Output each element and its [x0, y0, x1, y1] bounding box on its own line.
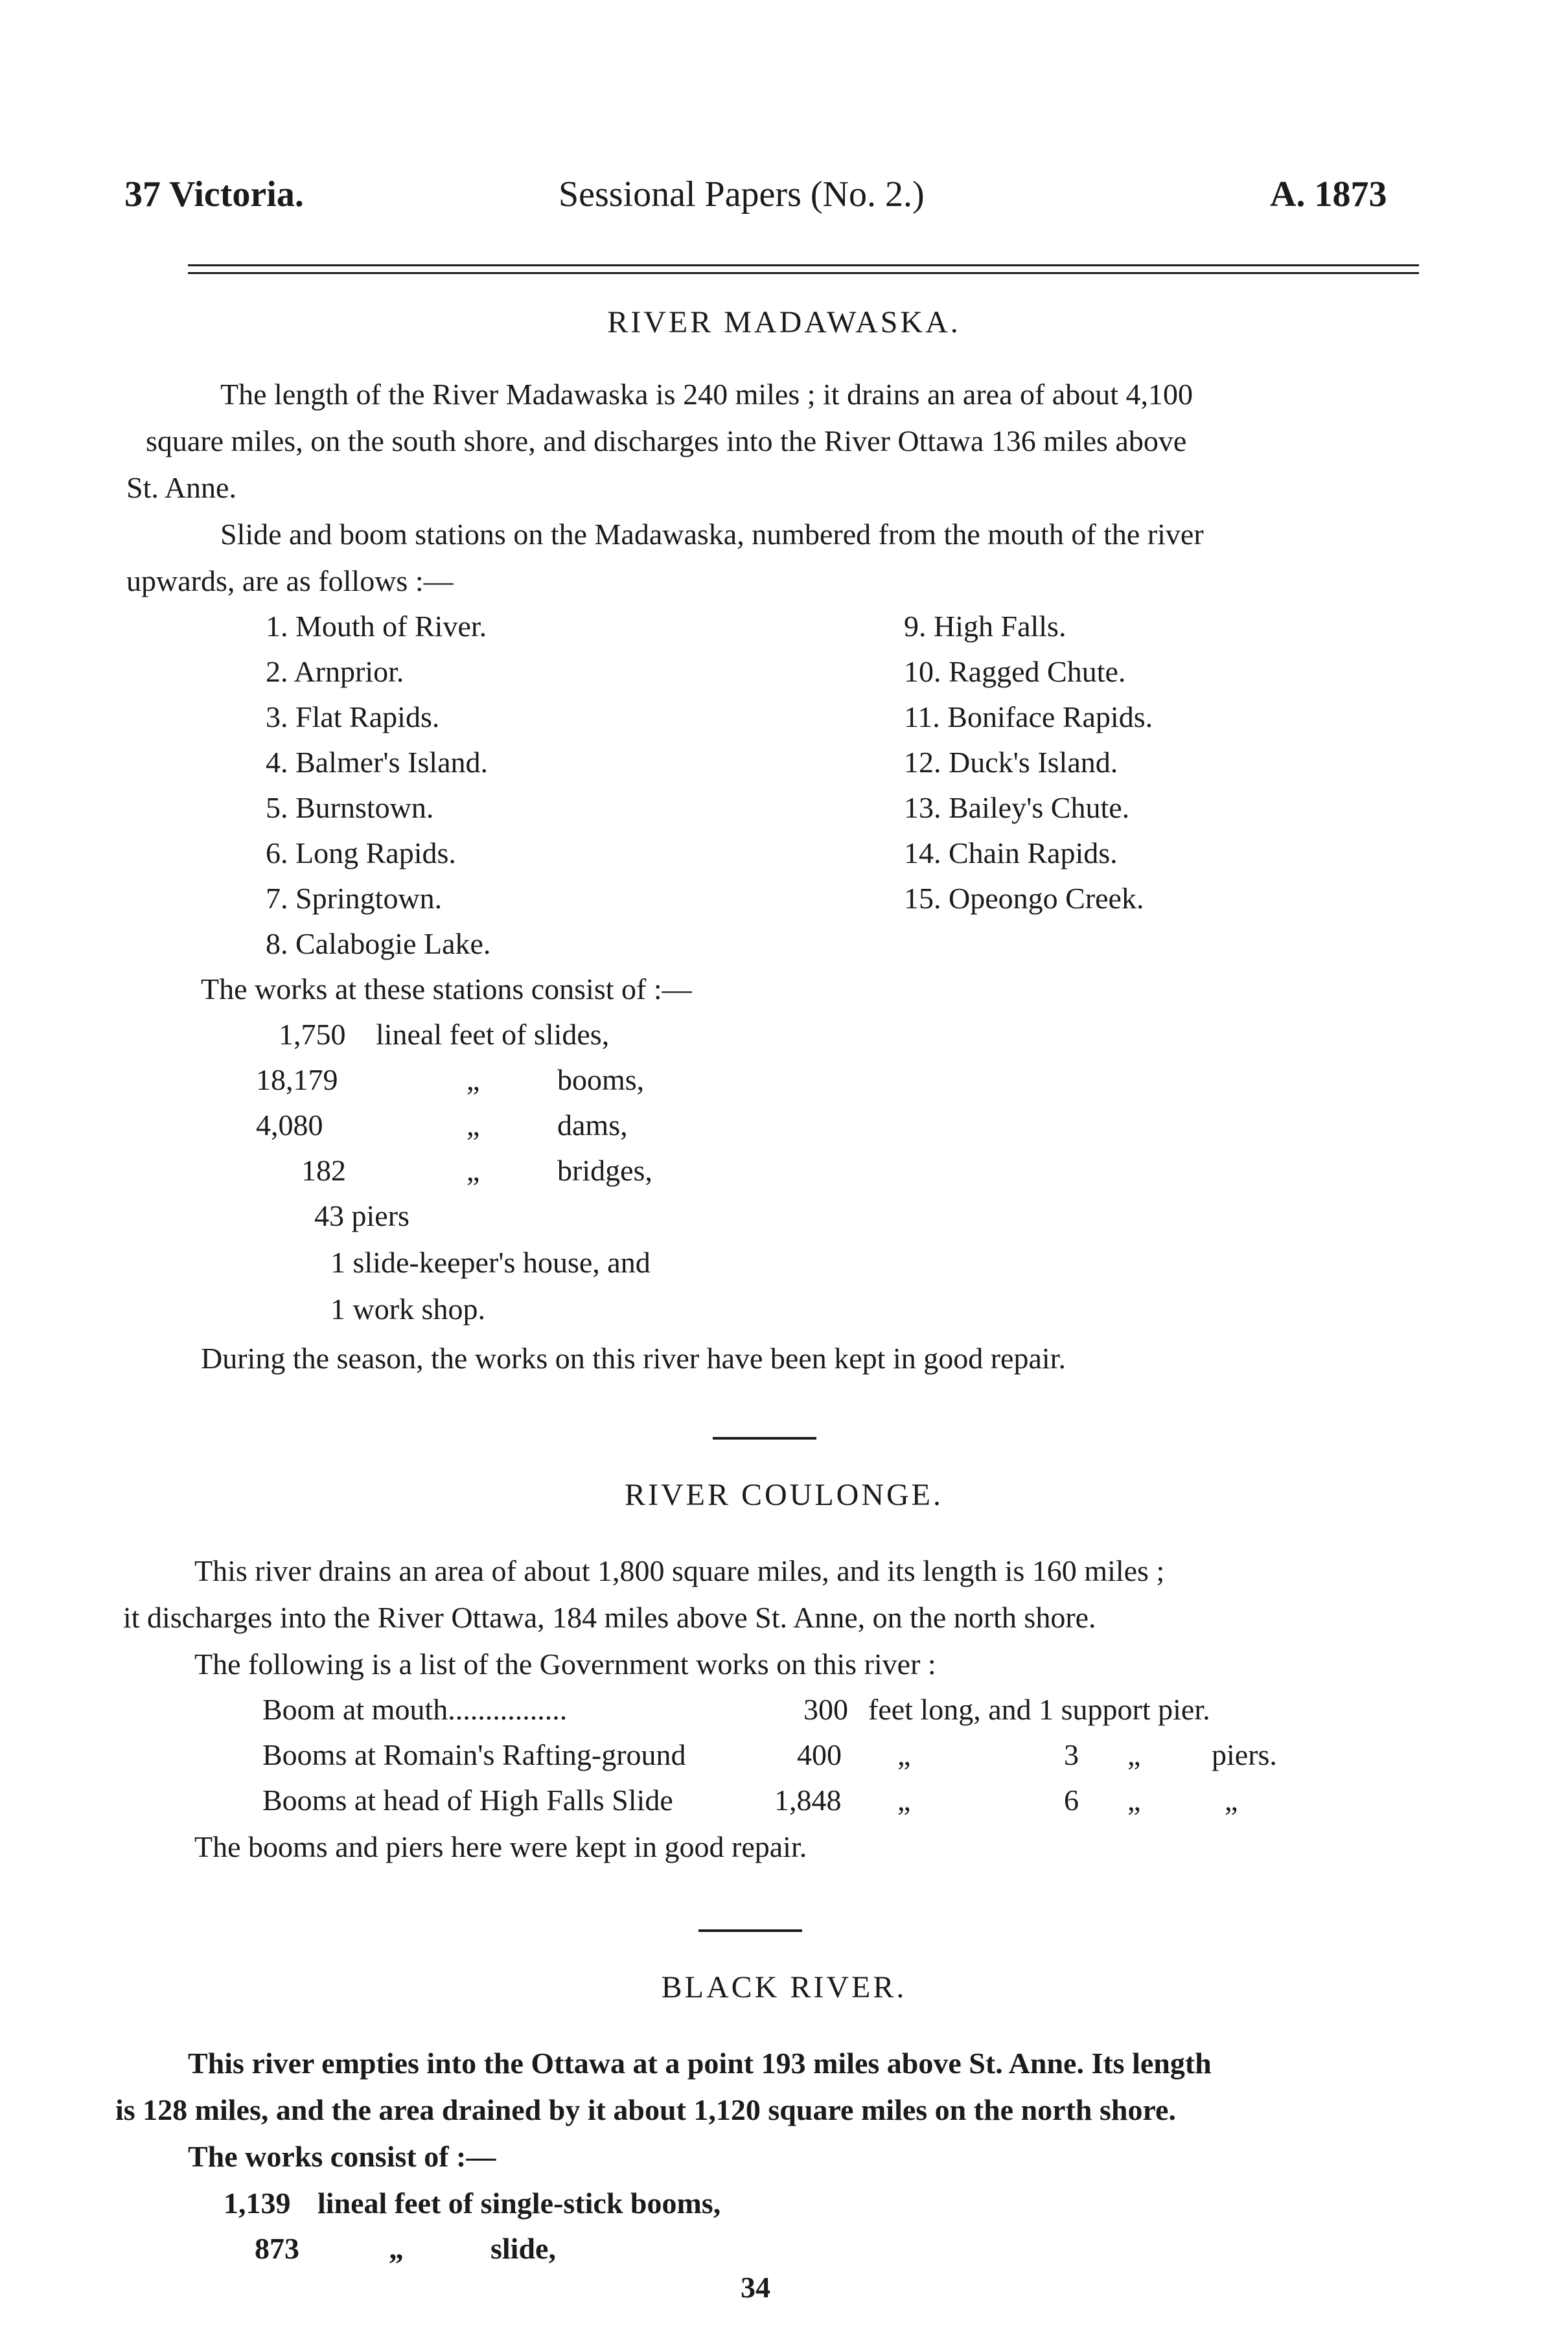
works-num: 3 [1064, 1738, 1079, 1771]
station-item: 13. Bailey's Chute. [904, 791, 1130, 824]
section-title-black: BLACK RIVER. [661, 1970, 907, 2005]
works-qty: 873 [255, 2232, 299, 2265]
ditto-mark: „ [897, 1738, 911, 1771]
station-item: 15. Opeongo Creek. [904, 882, 1144, 915]
header-rule-bottom [188, 272, 1419, 274]
works-desc: „ [1225, 1784, 1238, 1817]
station-item: 10. Ragged Chute. [904, 655, 1126, 688]
works-item: dams, [557, 1109, 628, 1142]
paragraph-line: upwards, are as follows :— [126, 564, 454, 597]
works-qty: 300 [803, 1693, 848, 1726]
works-item: booms, [557, 1063, 645, 1096]
station-item: 6. Long Rapids. [266, 836, 456, 869]
works-extra: 1 work shop. [330, 1293, 485, 1326]
paragraph-line: St. Anne. [126, 471, 236, 504]
works-qty: 1,750 [279, 1018, 346, 1051]
ditto-mark: „ [389, 2232, 404, 2265]
station-item: 3. Flat Rapids. [266, 700, 440, 733]
closing-text: During the season, the works on this river have been kept in good repair. [201, 1342, 1066, 1375]
works-place: Booms at Romain's Rafting-ground [262, 1738, 686, 1771]
station-item: 7. Springtown. [266, 882, 443, 915]
section-title-madawaska: RIVER MADAWASKA. [607, 305, 961, 339]
header-title: Sessional Papers (No. 2.) [559, 174, 925, 214]
works-extra: 43 piers [314, 1199, 409, 1232]
works-qty: 18,179 [256, 1063, 338, 1096]
ditto-mark: „ [467, 1063, 480, 1096]
paragraph-line: The length of the River Madawaska is 240 miles ; it drains an area of about 4,100 [220, 378, 1193, 411]
ditto-mark: „ [897, 1784, 911, 1817]
header-session: 37 Victoria. [124, 174, 304, 214]
paragraph-line: it discharges into the River Ottawa, 184 miles above St. Anne, on the north shore. [123, 1601, 1096, 1634]
paragraph-line: is 128 miles, and the area drained by it about 1,120 square miles on the north shore. [115, 2093, 1176, 2126]
paragraph-line: This river empties into the Ottawa at a point 193 miles above St. Anne. Its length [188, 2047, 1212, 2080]
header-year: A. 1873 [1270, 174, 1387, 214]
list-intro: The following is a list of the Government works on this river : [194, 1648, 936, 1681]
works-qty: 1,848 [774, 1784, 842, 1817]
closing-text: The booms and piers here were kept in good repair. [194, 1830, 807, 1863]
works-item: bridges, [557, 1154, 652, 1187]
works-qty: 182 [301, 1154, 346, 1187]
works-place: Boom at mouth................ [262, 1693, 568, 1726]
works-desc: piers. [1212, 1738, 1277, 1771]
section-divider [698, 1929, 802, 1932]
station-item: 9. High Falls. [904, 610, 1066, 643]
page-number: 34 [741, 2271, 770, 2304]
station-item: 1. Mouth of River. [266, 610, 487, 643]
works-place: Booms at head of High Falls Slide [262, 1784, 673, 1817]
ditto-mark: „ [1127, 1784, 1141, 1817]
station-item: 2. Arnprior. [266, 655, 404, 688]
works-unit: lineal feet of slides, [376, 1018, 610, 1051]
works-intro: The works at these stations consist of :— [201, 972, 692, 1005]
paragraph-line: This river drains an area of about 1,800 square miles, and its length is 160 miles ; [194, 1554, 1165, 1587]
ditto-mark: „ [467, 1154, 480, 1187]
works-desc: feet long, and 1 support pier. [868, 1693, 1210, 1726]
works-desc: lineal feet of single-stick booms, [317, 2187, 721, 2220]
ditto-mark: „ [1127, 1738, 1141, 1771]
section-title-coulonge: RIVER COULONGE. [625, 1478, 943, 1512]
station-item: 11. Boniface Rapids. [904, 700, 1153, 733]
paragraph-line: square miles, on the south shore, and discharges into the River Ottawa 136 miles above [146, 424, 1187, 457]
header-rule-top [188, 264, 1419, 266]
works-desc: slide, [490, 2232, 556, 2265]
ditto-mark: „ [467, 1109, 480, 1142]
works-qty: 400 [797, 1738, 842, 1771]
works-extra: 1 slide-keeper's house, and [330, 1246, 651, 1279]
station-item: 4. Balmer's Island. [266, 746, 489, 779]
station-item: 12. Duck's Island. [904, 746, 1118, 779]
works-qty: 1,139 [224, 2187, 291, 2220]
station-item: 5. Burnstown. [266, 791, 434, 824]
paragraph-line: Slide and boom stations on the Madawaska, numbered from the mouth of the river [220, 518, 1204, 551]
station-item: 14. Chain Rapids. [904, 836, 1118, 869]
section-divider [713, 1437, 816, 1440]
works-intro: The works consist of :— [188, 2140, 496, 2173]
works-qty: 4,080 [256, 1109, 323, 1142]
works-num: 6 [1064, 1784, 1079, 1817]
station-item: 8. Calabogie Lake. [266, 927, 491, 960]
